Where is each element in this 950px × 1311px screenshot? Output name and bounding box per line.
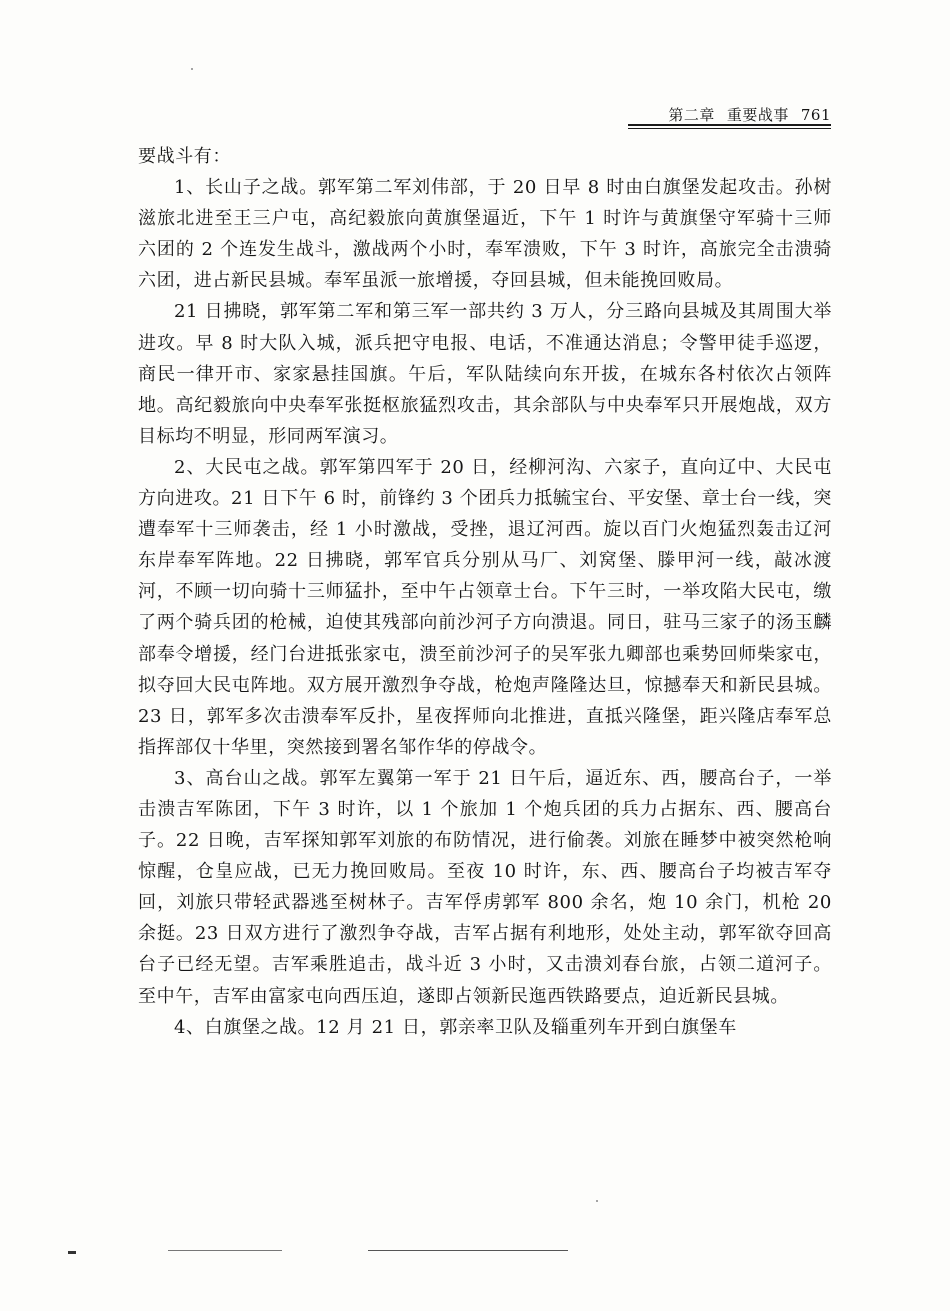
paragraph-21st-dawn: 21 日拂晓，郭军第二军和第三军一部共约 3 万人，分三路向县城及其周围大举进攻。早 8 时大队入城，派兵把守电报、电话，不准通达消息；令警甲徒手巡逻，商民一律开市、家家悬挂国旗。午后，军队陆续向东开拔，在城东各村依次占领阵地。高纪毅旅向中央奉军张挺枢旅猛烈攻击，其余部队与中央奉军只开展炮战，双方目标均不明显，形同两军演习。 (138, 301, 832, 447)
paragraph-baiqibao-battle: 4、白旗堡之战。12 月 21 日，郭亲率卫队及辎重列车开到白旗堡车 (174, 1016, 737, 1038)
body-text (138, 141, 832, 1043)
scan-speck (191, 68, 193, 70)
paragraph-intro: 要战斗有： (138, 146, 231, 167)
header-rule-thick (628, 124, 831, 126)
header-section: 重要战事 (726, 106, 789, 124)
scan-line (368, 1250, 568, 1251)
scan-mark (68, 1251, 76, 1254)
running-header (628, 104, 831, 125)
page-number: 761 (800, 106, 831, 124)
scan-speck (596, 1200, 598, 1202)
header-chapter: 第二章 (668, 106, 715, 124)
paragraph-daminzhun-battle: 2、大民屯之战。郭军第四军于 20 日，经柳河沟、六家子，直向辽中、大民屯方向进攻。21 日下午 6 时，前锋约 3 个团兵力抵毓宝台、平安堡、章士台一线，突遭奉军十三师袭击，经 1 小时激战，受挫，退辽河西。旋以百门火炮猛烈轰击辽河东岸奉军阵地。22 日拂晓，郭军官兵分别从马厂、刘窝堡、滕甲河一线，敲冰渡河，不顾一切向骑十三师猛扑，至中午占领章士台。下午三时，一举攻陷大民屯，缴了两个骑兵团的枪械，迫使其残部向前沙河子方向溃退。同日，驻马三家子的汤玉麟部奉令增援，经门台进抵张家屯，溃至前沙河子的吴军张九卿部也乘势回师柴家屯，拟夺回大民屯阵地。双方展开激烈争夺战，枪炮声隆隆达旦，惊撼奉天和新民县城。23 日，郭军多次击溃奉军反扑，星夜挥师向北推进，直抵兴隆堡，距兴隆店奉军总指挥部仅十华里，突然接到署名邹作华的停战令。 (138, 456, 832, 758)
header-rule-thin (628, 128, 831, 129)
scan-line (168, 1250, 282, 1251)
paragraph-changshanzi-battle: 1、长山子之战。郭军第二军刘伟部，于 20 日早 8 时由白旗堡发起攻击。孙树滋旅北进至王三户屯，高纪毅旅向黄旗堡逼近，下午 1 时许与黄旗堡守军骑十三师六团的 2 个连发生战斗，激战两个小时，奉军溃败，下午 3 时许，高旅完全击溃骑六团，进占新民县城。奉军虽派一旅增援，夺回县城，但未能挽回败局。 (138, 177, 832, 292)
paragraph-gaotaishan-battle: 3、高台山之战。郭军左翼第一军于 21 日午后，逼近东、西，腰高台子，一举击溃吉军陈团，下午 3 时许，以 1 个旅加 1 个炮兵团的兵力占据东、西、腰高台子。22 日晚，吉军探知郭军刘旅的布防情况，进行偷袭。刘旅在睡梦中被突然枪响惊醒，仓皇应战，已无力挽回败局。至夜 10 时许，东、西、腰高台子均被吉军夺回，刘旅只带轻武器逃至树林子。吉军俘虏郭军 800 余名，炮 10 余门，机枪 20 余挺。23 日双方进行了激烈争夺战，吉军占据有利地形，处处主动，郭军欲夺回高台子已经无望。吉军乘胜追击，战斗近 3 小时，又击溃刘春台旅，占领二道河子。至中午，吉军由富家屯向西压迫，遂即占领新民迤西铁路要点，迫近新民县城。 (138, 767, 832, 1007)
